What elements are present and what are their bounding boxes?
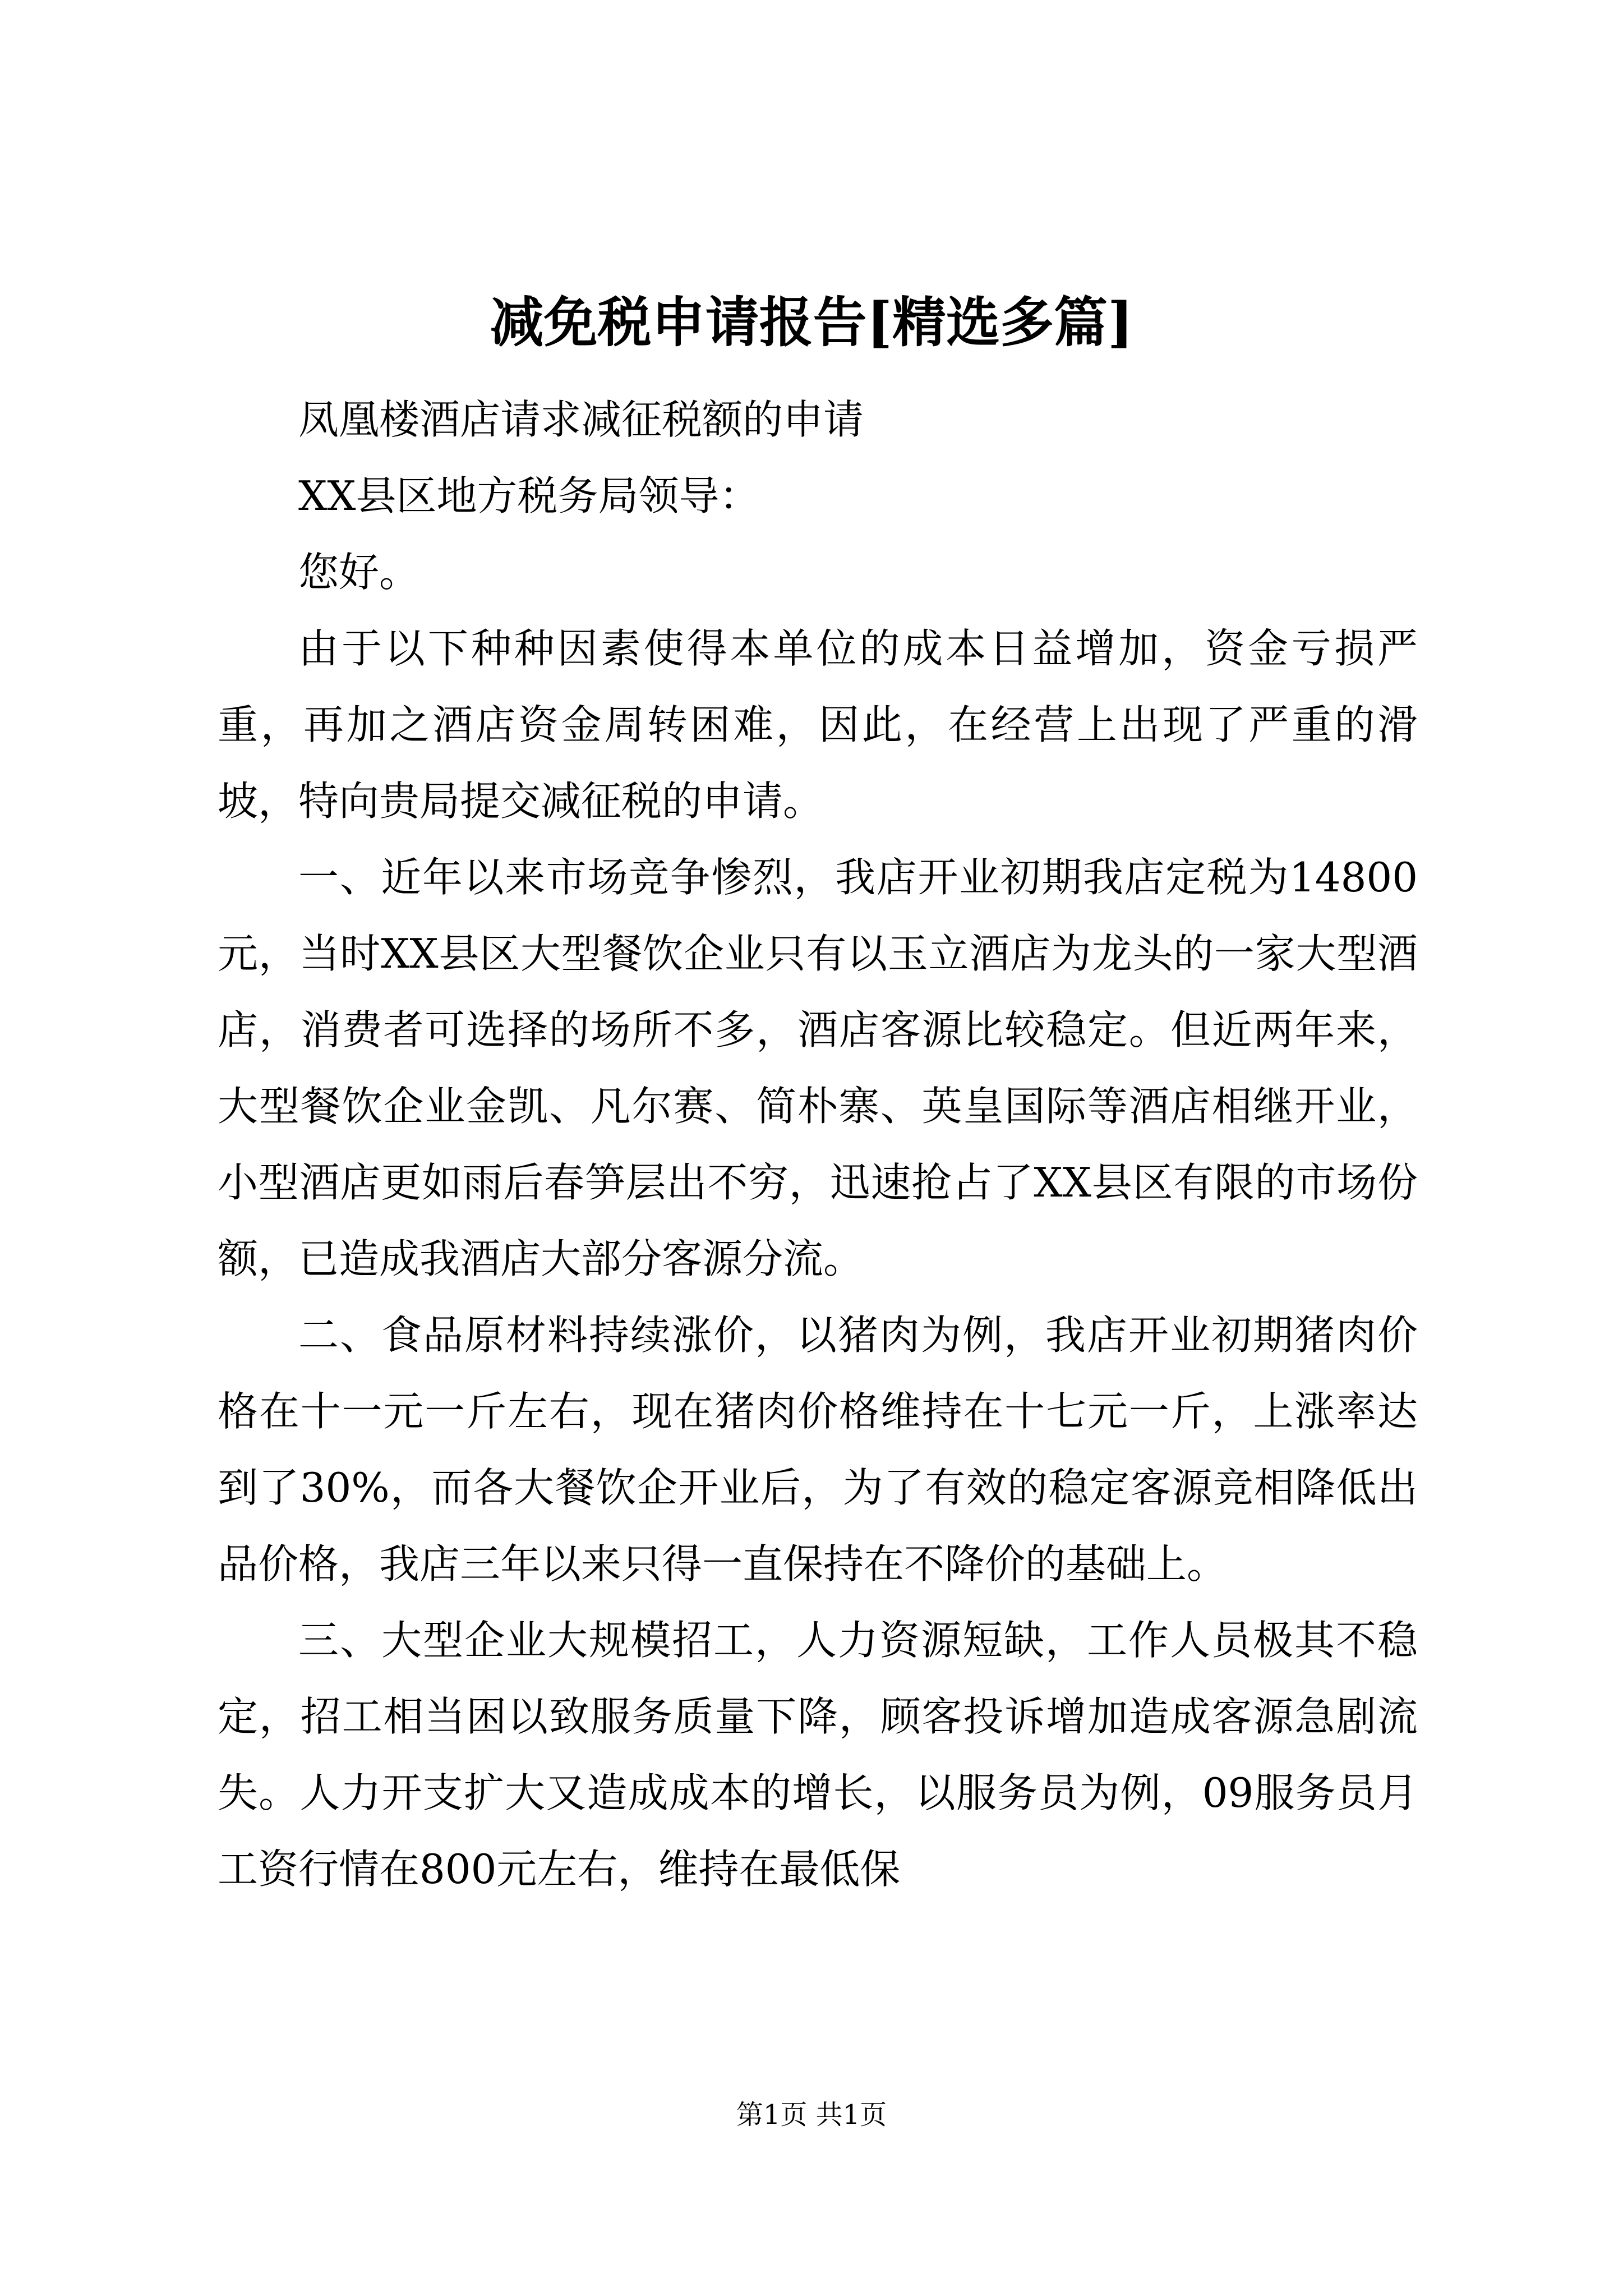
page-number: 第1页 共1页 xyxy=(736,2099,887,2131)
paragraph-subject: 凤凰楼酒店请求减征税额的申请 xyxy=(298,396,864,443)
paragraph-reason-two: 二、食品原材料持续涨价，以猪肉为例，我店开业初期猪肉价格在十一元一斤左右，现在猪肉价格维持在十七元一斤，上涨率达到了30%，而各大餐饮企开业后，为了有效的稳定客源竞相降低出品价格，我店三年以来只得一直保持在不降价的基础上。 xyxy=(218,1312,1418,1588)
paragraph-salutation: XX县区地方税务局领导： xyxy=(298,472,760,519)
paragraph-reason-one: 一、近年以来市场竞争惨烈，我店开业初期我店定税为14800元，当时XX县区大型餐饮企业只有以玉立酒店为龙头的一家大型酒店，消费者可选择的场所不多，酒店客源比较稳定。但近两年来，大型餐饮企业金凯、凡尔赛、简朴寨、英皇国际等酒店相继开业，小型酒店更如雨后春笋层出不穷，迅速抢占了XX县区有限的市场份额，已造成我酒店大部分客源分流。 xyxy=(218,854,1418,1282)
document-title: 减免税申请报告[精选多篇] xyxy=(490,291,1133,354)
paragraph-intro: 由于以下种种因素使得本单位的成本日益增加，资金亏损严重，再加之酒店资金周转困难，因此，在经营上出现了严重的滑坡，特向贵局提交减征税的申请。 xyxy=(218,625,1418,825)
paragraph-reason-three: 三、大型企业大规模招工，人力资源短缺，工作人员极其不稳定，招工相当困以致服务质量下降，顾客投诉增加造成客源急剧流失。人力开支扩大又造成成本的增长，以服务员为例，09服务员月工资行情在800元左右，维持在最低保 xyxy=(218,1617,1418,1893)
paragraph-greeting: 您好。 xyxy=(298,549,420,596)
document-body xyxy=(218,381,1418,1907)
